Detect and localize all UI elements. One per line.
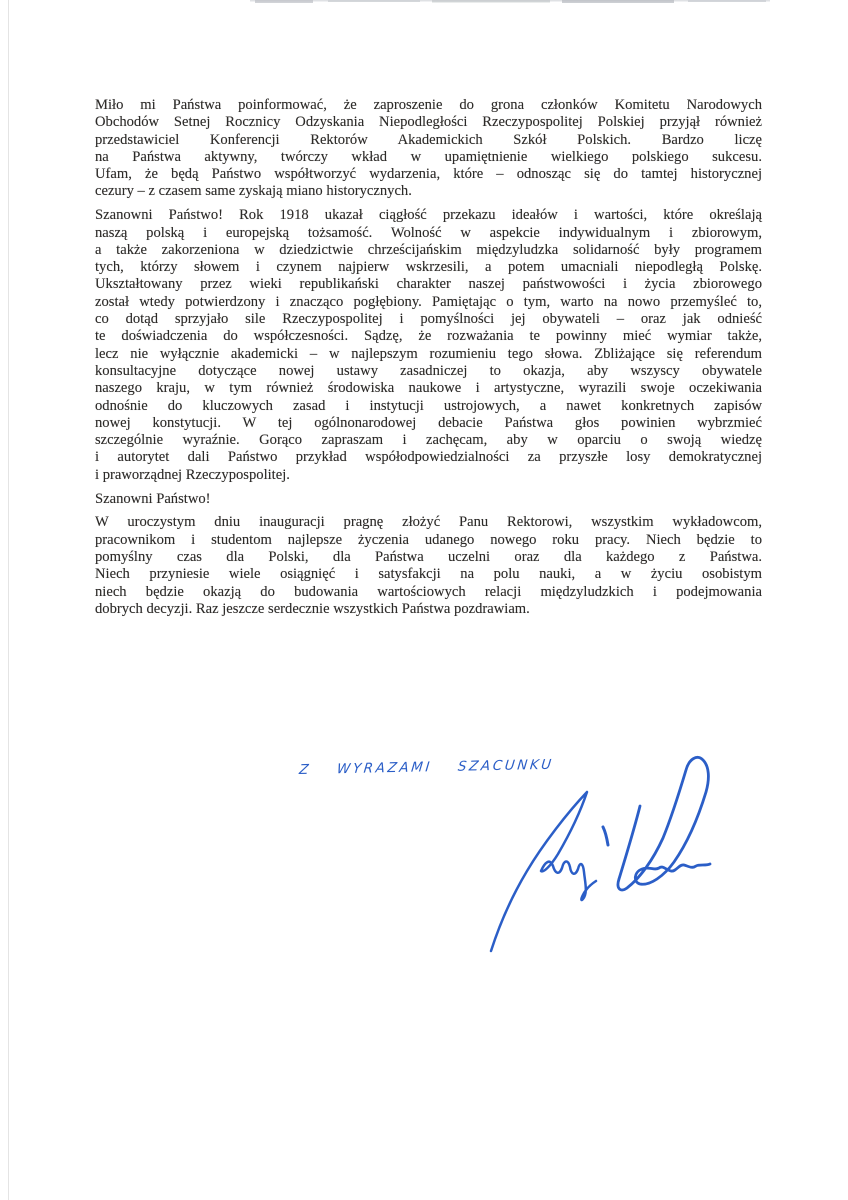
paragraph: [95, 97, 762, 201]
text-line: naszą polską i europejską tożsamość. Wolność w aspekcie indywidualnym i zbiorowym,: [95, 224, 762, 241]
text-line: nowej konstytucji. W tej ogólnonarodowej debacie Państwa głos powinien wybrzmieć: [95, 414, 762, 431]
text-line: Szanowni Państwo!: [95, 490, 211, 507]
text-line: został wtedy potwierdzony i znacząco pogłębiony. Pamiętając o tym, warto na nowo przemyśleć to,: [95, 293, 762, 310]
signature-stroke-surname: [618, 757, 710, 890]
text-line: konsultacyjne dotyczące nowej ustawy zasadniczej to okazja, aby wszyscy obywatele: [95, 362, 762, 379]
text-line: naszego kraju, w tym również środowiska naukowe i artystyczne, wyrazili swoje oczekiwania: [95, 380, 762, 397]
signature-stroke-tick: [603, 827, 608, 845]
scan-top-edge-artifact: [0, 0, 848, 8]
text-line: odnośnie do kluczowych zasad i instytucji ustrojowych, a nawet konkretnych zapisów: [95, 397, 762, 414]
text-line: pomyślny czas dla Polski, dla Państwa uczelni oraz dla każdego z Państwa.: [95, 548, 762, 565]
text-line: co dotąd sprzyjało sile Rzeczypospolitej i pomyślności jej obywateli – oraz jak odnieść: [95, 311, 762, 328]
text-line: cezury – z czasem same zyskają miano historycznych.: [95, 183, 412, 200]
text-line: Szanowni Państwo! Rok 1918 ukazał ciągłość przekazu ideałów i wartości, które określają: [95, 207, 762, 224]
text-line: Miło mi Państwa poinformować, że zaproszenie do grona członków Komitetu Narodowych: [95, 97, 762, 113]
text-line: pracownikom i studentom najlepsze życzenia udanego nowego roku pracy. Niech będzie to: [95, 531, 762, 548]
text-line: te doświadczenia do współczesności. Sądzę, że rozważania te powinny mieć wymiar także,: [95, 328, 762, 345]
text-line: Niech przyniesie wiele osiągnięć i satysfakcji na polu nauki, a w życiu osobistym: [95, 566, 762, 583]
text-line: a także zakorzeniona w dziedzictwie chrześcijańskim międzyludzka solidarność były programem: [95, 241, 762, 258]
text-line: Obchodów Setnej Rocznicy Odzyskania Niepodległości Rzeczypospolitej Polskiej przyjął również: [95, 114, 762, 131]
paragraph: [95, 207, 762, 484]
letter-body: [95, 97, 762, 625]
text-line: i praworządnej Rzeczypospolitej.: [95, 466, 290, 483]
text-line: na Państwa aktywny, twórczy wkład w upamiętnienie wielkiego polskiego sukcesu.: [95, 148, 762, 165]
paragraph: [95, 514, 762, 618]
text-line: dobrych decyzji. Raz jeszcze serdecznie wszystkich Państwa pozdrawiam.: [95, 600, 530, 617]
signature-stroke-first-name: [491, 792, 596, 951]
signature: [440, 740, 740, 970]
text-line: lecz nie wyłącznie akademicki – w najlepszym rozumieniu tego słowa. Zbliżające się referendum: [95, 345, 762, 362]
text-line: przedstawiciel Konferencji Rektorów Akademickich Szkół Polskich. Bardzo liczę: [95, 131, 762, 148]
text-line: Ufam, że będą Państwo współtworzyć wydarzenia, które – odnosząc się do tamtej historycznej: [95, 166, 762, 183]
text-line: niech będzie okazją do budowania wartościowych relacji międzyludzkich i podejmowania: [95, 583, 762, 600]
text-line: tych, którzy słowem i czynem najpierw wskrzesili, a potem umacniali niepodległą Polskę.: [95, 259, 762, 276]
scan-left-edge-artifact: [8, 0, 9, 1200]
text-line: W uroczystym dniu inauguracji pragnę złożyć Panu Rektorowi, wszystkim wykładowcom,: [95, 514, 762, 531]
text-line: Ukształtowany przez wieki republikański charakter naszej państwowości i życia zbiorowego: [95, 276, 762, 293]
text-line: szczególnie wyraźnie. Gorąco zapraszam i zachęcam, aby w oparciu o swoją wiedzę: [95, 432, 762, 449]
paragraph: [95, 491, 762, 508]
text-line: i autorytet dali Państwo przykład współodpowiedzialności za przyszłe losy demokratycznej: [95, 449, 762, 466]
closing-handwritten: Z WYRAZAMI SZACUNKU: [298, 756, 555, 779]
